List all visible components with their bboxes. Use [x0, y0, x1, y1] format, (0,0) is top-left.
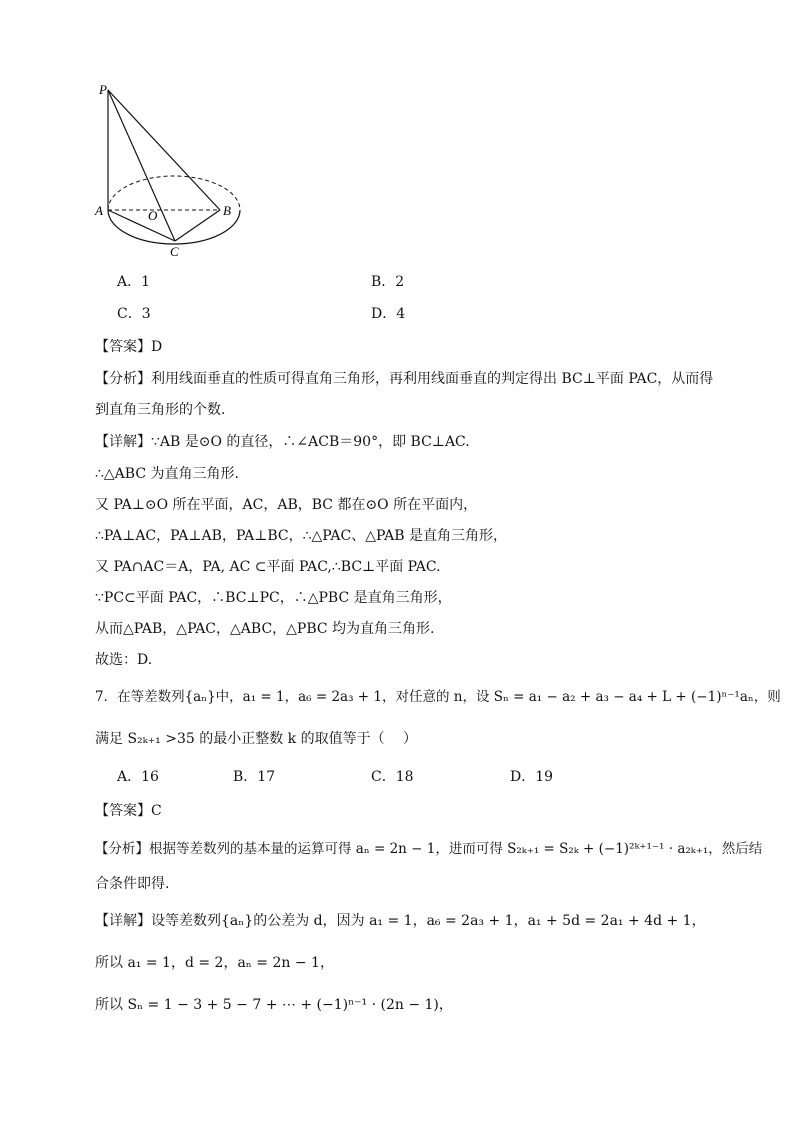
answer-tag: 【答案】 — [95, 339, 151, 355]
analysis-tag: 【分析】 — [95, 371, 151, 387]
detail-tag: 【详解】 — [95, 434, 151, 450]
analysis-text: 根据等差数列的基本量的运算可得 aₙ = 2n − 1，进而可得 S₂ₖ₊₁ = S₂ₖ + (−1)²ᵏ⁺¹⁻¹ · a₂ₖ₊₁，然后结 — [149, 841, 763, 857]
q6-option-c: C．3 — [117, 306, 151, 322]
edge-PB — [108, 90, 220, 210]
q6-detail-line2: ∴△ABC 为直角三角形. — [95, 466, 239, 482]
q7-option-b: B．17 — [233, 769, 276, 785]
q6-option-b: B．2 — [371, 274, 405, 290]
label-C: C — [170, 244, 179, 259]
q6-option-d: D．4 — [371, 306, 406, 322]
q7-option-a: A．16 — [117, 769, 159, 785]
q6-analysis-line2: 到直角三角形的个数. — [95, 402, 226, 418]
edge-AC — [108, 210, 175, 241]
detail-text: 设等差数列{aₙ}的公差为 d，因为 a₁ = 1，a₆ = 2a₃ + 1，a₁ + 5d = 2a₁ + 4d + 1， — [151, 913, 706, 929]
edge-BC — [175, 210, 220, 241]
q7-answer — [95, 801, 162, 821]
edge-PC — [108, 90, 175, 241]
label-B: B — [223, 203, 231, 218]
q7-analysis-line1 — [95, 839, 762, 859]
pyramid-figure — [90, 78, 260, 263]
q7-option-c: C．18 — [371, 769, 414, 785]
analysis-text: 利用线面垂直的性质可得直角三角形，再利用线面垂直的判定得出 BC⊥平面 PAC，从而得 — [151, 371, 714, 387]
detail-tag: 【详解】 — [95, 913, 151, 929]
answer-value: C — [151, 803, 162, 819]
q7-stem-line2: 满足 S₂ₖ₊₁ >35 的最小正整数 k 的取值等于（ ） — [95, 731, 418, 747]
q6-detail-line4: ∴PA⊥AC，PA⊥AB，PA⊥BC，∴△PAC、△PAB 是直角三角形， — [95, 528, 508, 544]
q6-answer — [95, 337, 162, 357]
q6-detail-line5: 又 PA∩AC＝A，PA, AC ⊂平面 PAC,∴BC⊥平面 PAC. — [95, 559, 441, 575]
label-O: O — [148, 208, 158, 223]
q6-analysis-line1 — [95, 369, 713, 389]
q6-detail-line7: 从而△PAB，△PAC，△ABC，△PBC 均为直角三角形. — [95, 621, 435, 637]
q7-stem-line1: 7．在等差数列{aₙ}中，a₁ = 1，a₆ = 2a₃ + 1，对任意的 n，设 Sₙ = a₁ − a₂ + a₃ − a₄ + L + (−1)ⁿ⁻¹aₙ，则 — [95, 689, 781, 705]
label-A: A — [95, 203, 103, 218]
label-P: P — [99, 82, 107, 97]
q7-detail-line2: 所以 a₁ = 1，d = 2，aₙ = 2n − 1， — [95, 955, 334, 971]
q6-detail-line6: ∵PC⊂平面 PAC，∴BC⊥PC，∴△PBC 是直角三角形， — [95, 590, 452, 606]
q6-detail-line1 — [95, 432, 470, 452]
q7-detail-line1 — [95, 911, 706, 931]
q6-detail-line3: 又 PA⊥⊙O 所在平面，AC，AB，BC 都在⊙O 所在平面内， — [95, 497, 478, 513]
q7-detail-line3: 所以 Sₙ = 1 − 3 + 5 − 7 + ⋯ + (−1)ⁿ⁻¹ · (2n − 1)， — [95, 997, 453, 1013]
base-ellipse-back — [108, 176, 240, 210]
analysis-tag: 【分析】 — [95, 841, 149, 857]
q6-option-a: A．1 — [117, 274, 151, 290]
q7-option-d: D．19 — [510, 769, 554, 785]
answer-value: D — [151, 339, 163, 355]
q6-conclusion: 故选：D. — [95, 652, 153, 668]
answer-tag: 【答案】 — [95, 803, 151, 819]
detail-text: ∵AB 是⊙O 的直径，∴∠ACB＝90°，即 BC⊥AC. — [151, 434, 470, 450]
q7-analysis-line2: 合条件即得. — [95, 876, 170, 892]
